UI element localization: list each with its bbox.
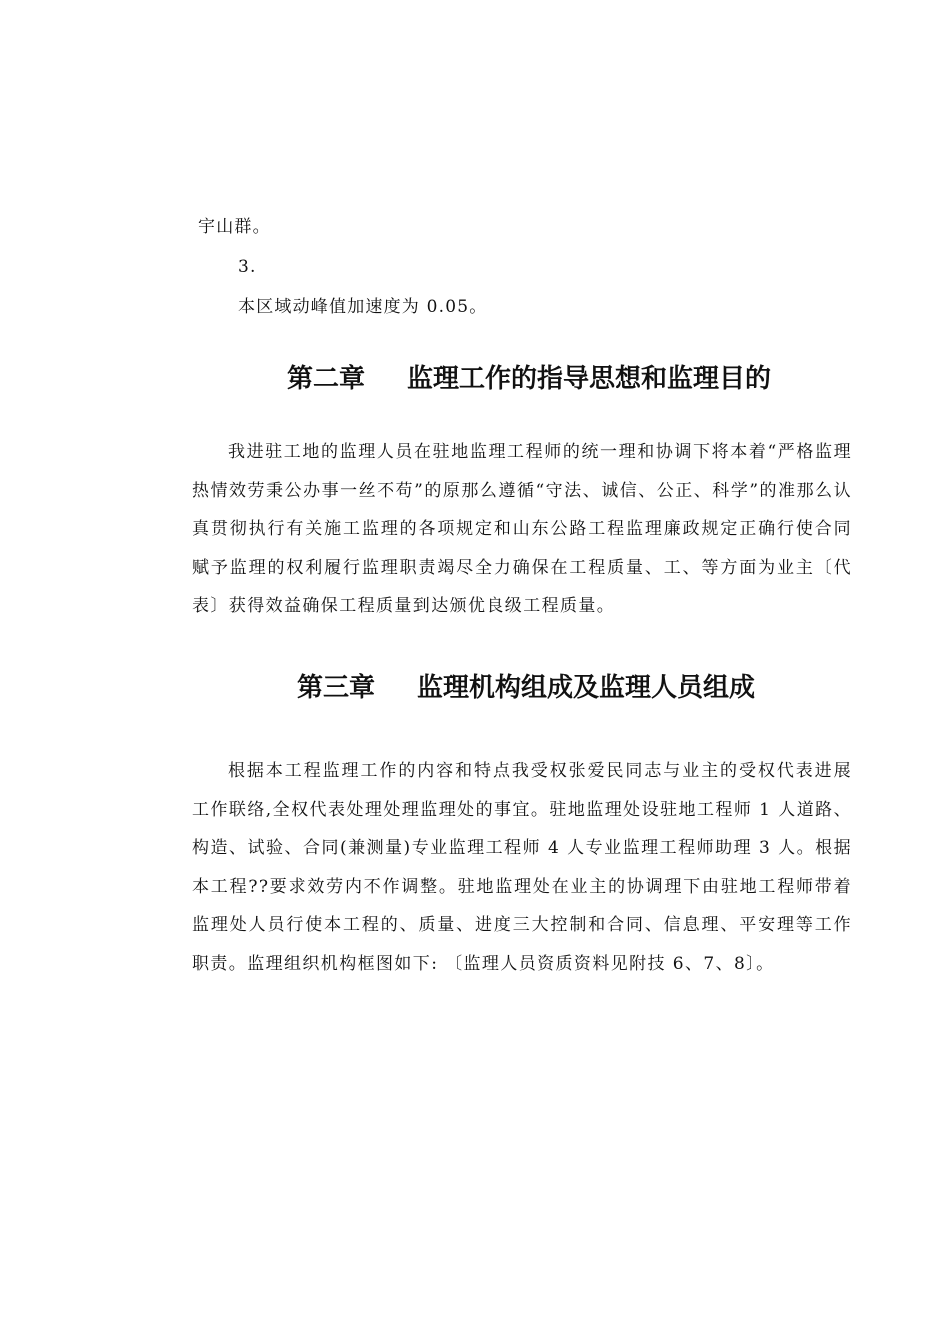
text-line-seismic: 本区域动峰值加速度为 0.05。: [238, 297, 488, 317]
text-line-continuation: 宇山群。: [198, 217, 271, 237]
chapter-3-paragraph: 根据本工程监理工作的内容和特点我受权张爱民同志与业主的受权代表进展工作联络,全权代表处理处理监理处的事宜。驻地监理处设驻地工程师 1 人道路、构造、试验、合同(兼测量)专业监理工程师 4 人专业监理工程师助理 3 人。根据本工程??要求效劳内不作调整。驻地监理处在业主的协调理下由驻地工程师带着监理处人员行使本工程的、质量、进度三大控制和合同、信息理、平安理等工作职责。监理组织机构框图如下: 〔监理人员资质资料见附技 6、7、8〕。: [192, 761, 852, 974]
chapter-2-number: 第二章: [287, 364, 366, 394]
chapter-2-title: 监理工作的指导思想和监理目的: [407, 364, 772, 394]
chapter-3-number: 第三章: [297, 673, 376, 703]
text-line-item-number: 3.: [238, 257, 257, 277]
chapter-3-heading: [297, 672, 755, 704]
chapter-3-title: 监理机构组成及监理人员组成: [417, 673, 756, 703]
chapter-2-heading: [287, 363, 771, 395]
chapter-2-paragraph: 我进驻工地的监理人员在驻地监理工程师的统一理和协调下将本着“严格监理热情效劳秉公办事一丝不苟”的原那么遵循“守法、诚信、公正、科学”的准那么认真贯彻执行有关施工监理的各项规定和山东公路工程监理廉政规定正确行使合同赋予监理的权利履行监理职责竭尽全力确保在工程质量、工、等方面为业主〔代表〕获得效益确保工程质量到达颁优良级工程质量。: [192, 442, 852, 616]
